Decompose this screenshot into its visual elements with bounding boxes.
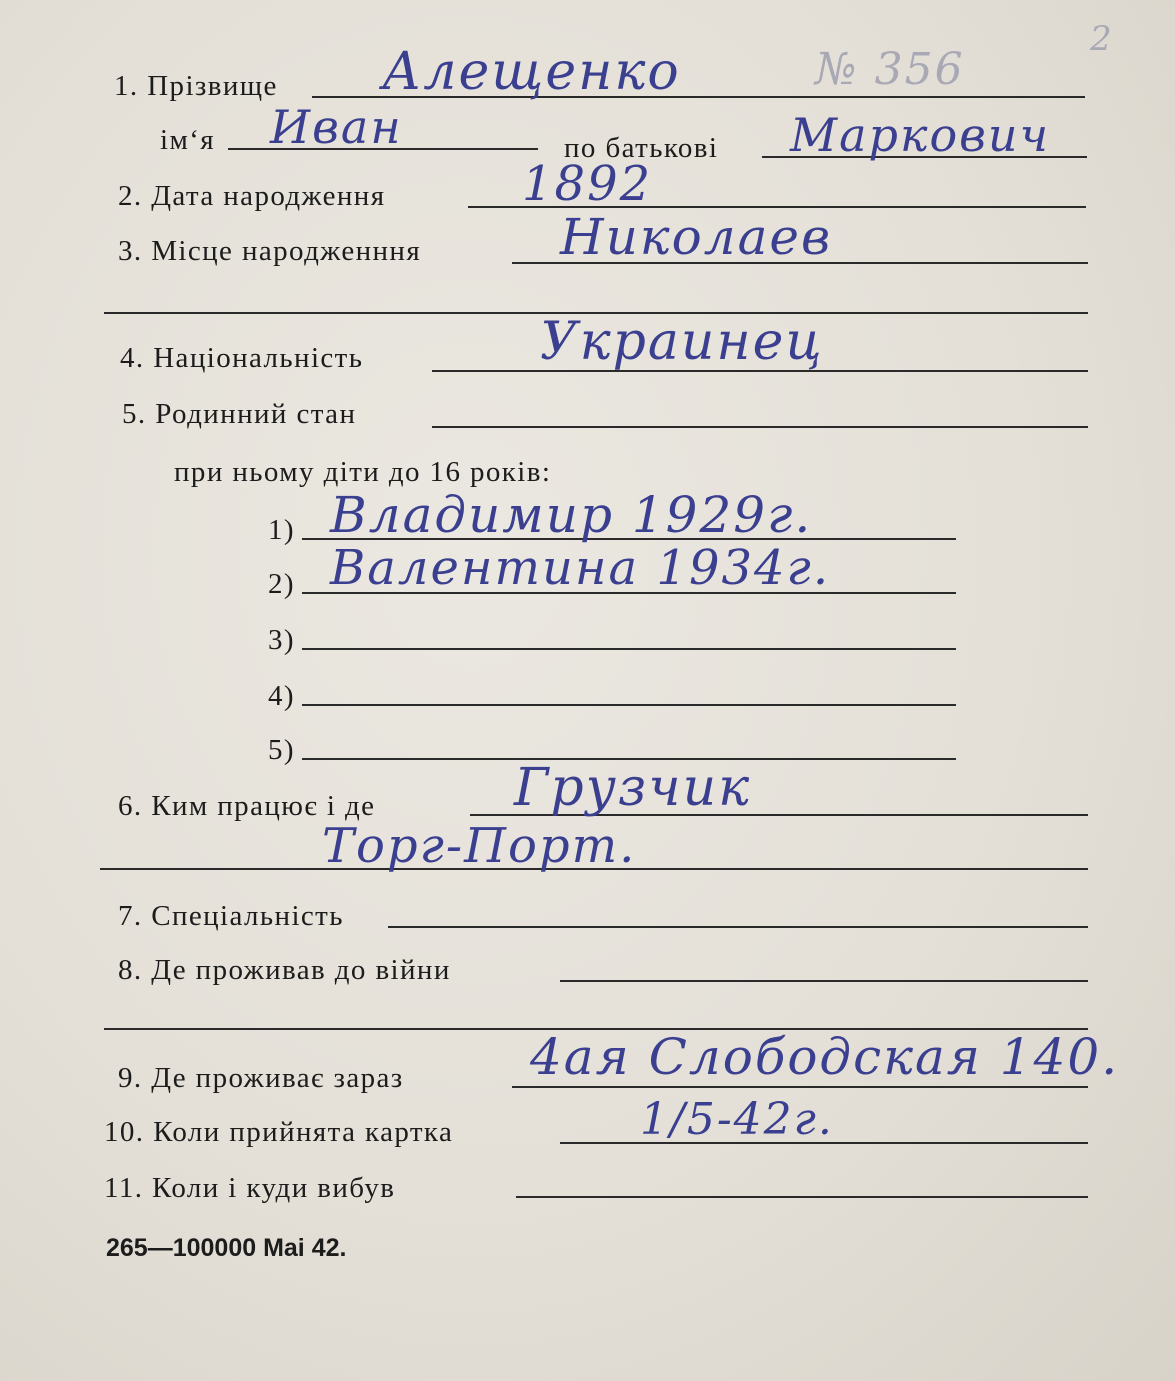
card-accepted-label: 10. Коли прийнята картка [104,1116,454,1148]
child-line [302,704,956,706]
current-residence-line [512,1086,1088,1088]
specialty-line [388,926,1088,928]
child-number: 2) [268,568,295,600]
current-residence-value: 4ая Слободская 140. [530,1028,1120,1086]
print-code: 265—100000 Mai 42. [106,1234,347,1262]
card-accepted-value: 1/5-42г. [640,1094,834,1145]
surname-label: 1. Прізвище [114,70,278,102]
child-value: Владимир 1929г. [330,486,813,544]
child-value: Валентина 1934г. [330,540,831,596]
occupation-value-line2: Торг-Порт. [322,818,637,874]
first-name-label: ім‘я [160,124,216,156]
children-header: при ньому діти до 16 років: [174,456,552,488]
marital-status-line [432,426,1088,428]
nationality-label: 4. Національність [120,342,364,374]
occupation-label: 6. Ким працює і де [118,790,376,822]
patronymic-value: Маркович [790,108,1051,162]
prewar-residence-label: 8. Де проживав до війни [118,954,451,986]
nationality-value: Украинец [540,312,824,372]
first-name-value: Иван [270,100,403,154]
departed-line [516,1196,1088,1198]
prewar-residence-line [560,980,1088,982]
birth-date-label: 2. Дата народження [118,180,386,212]
birth-date-value: 1892 [522,156,653,212]
child-number: 4) [268,680,295,712]
marital-status-label: 5. Родинний стан [122,398,357,430]
child-number: 5) [268,734,295,766]
birth-place-value: Николаев [560,208,833,266]
corner-mark: 2 [1090,19,1114,59]
current-residence-label: 9. Де проживає зараз [118,1062,404,1094]
occupation-value-line1: Грузчик [514,758,752,818]
departed-label: 11. Коли і куди вибув [104,1172,396,1204]
child-line [302,648,956,650]
patronymic-label: по батькові [564,132,719,164]
child-number: 3) [268,624,295,656]
surname-value: Алещенко [382,42,681,102]
specialty-label: 7. Спеціальність [118,900,344,932]
birth-place-label: 3. Місце народженння [118,235,422,267]
card-number: № 356 [815,44,965,95]
child-number: 1) [268,514,295,546]
